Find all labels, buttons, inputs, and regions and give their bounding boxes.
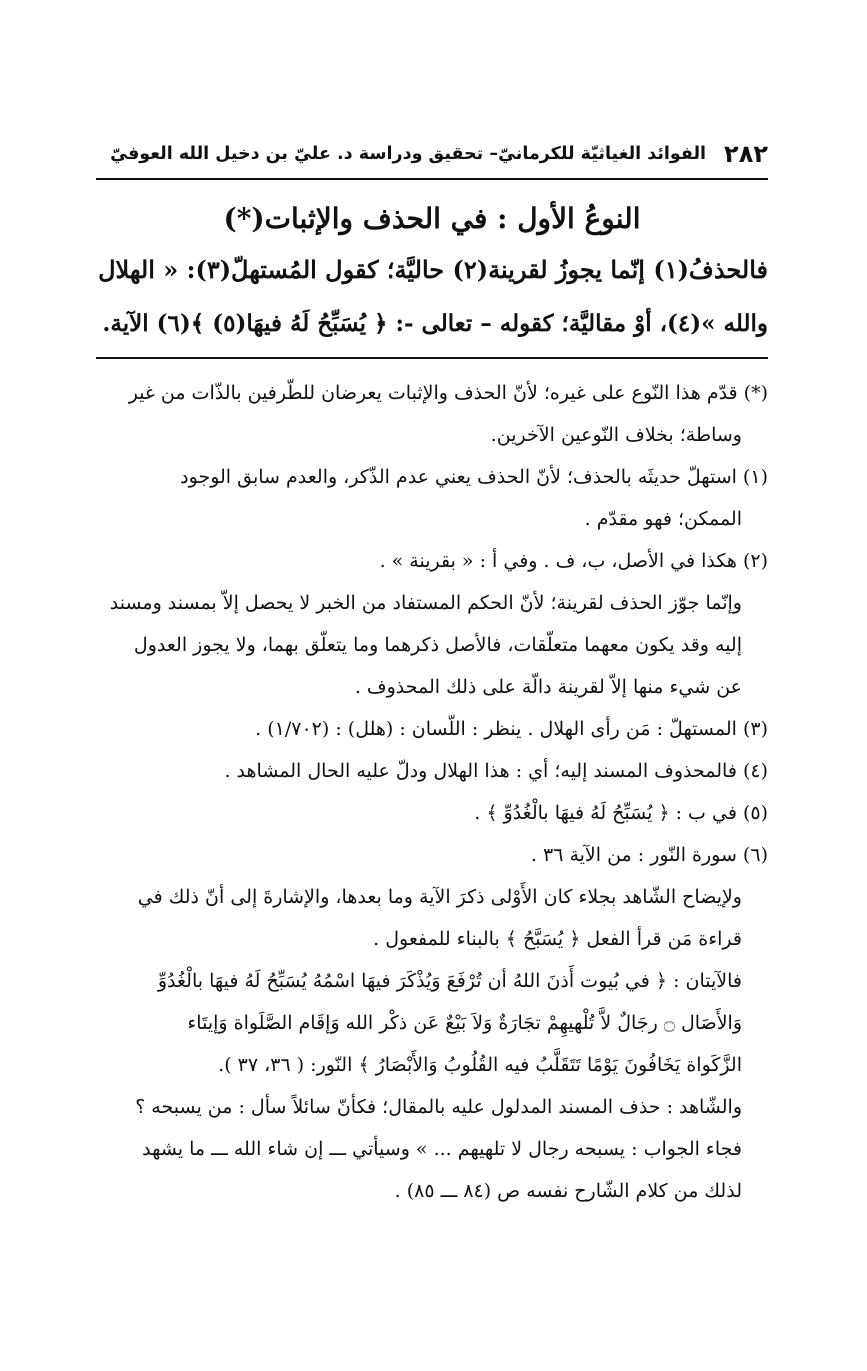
main-text-line: فالحذفُ(١) إنّما يجوزُ لقرينة(٢) حاليَّة؛ كقول المُستهلّ(٣): « الهلال: [98, 255, 768, 284]
header-rule: [96, 178, 768, 180]
footnote-line: إليه وقد يكون معهما متعلّقات، فالأصل ذكرهما وما يتعلّق بهما، ولا يجوز العدول: [133, 634, 742, 656]
footnote-line: (٢) هكذا في الأصل، ب، ف . وفي أ : « بقرينة » .: [379, 550, 768, 572]
footnote-line: ولإيضاح الشّاهد بجلاء كان الأَوْلى ذكرَ الآية وما بعدها، والإشارةَ إلى أنّ ذلك في: [137, 886, 742, 908]
footnote-separator: [96, 357, 768, 359]
footnote-line: فجاء الجواب : يسبحه رجال لا تلهيهم ... » وسيأتي ـــ إن شاء الله ـــ ما يشهد: [142, 1138, 742, 1160]
footnote-line: وَالأَصَال ۝ رجَالٌ لاَّ تُلْهيهِمْ تجَارَةٌ وَلاَ بَيْعٌ عَن ذكْر الله وَإقَام الصَّلَواة وَإيتَاء: [187, 1012, 742, 1034]
footnote-line: الزَّكَواة يَخَافُونَ يَوْمًا تَتَقَلَّبُ فيه القُلُوبُ وَالأَبْصَارُ ﴾ النّور: ( ٣٦، ٣٧ ).: [218, 1054, 742, 1076]
main-text-line: والله »(٤)، أوْ مقاليَّة؛ كقوله – تعالى -: ﴿ يُسَبِّحُ لَهُ فيهَا(٥) ﴾(٦) الآية.: [102, 310, 768, 337]
footnote-line: قراءة مَن قرأ الفعل ﴿ يُسَبَّحُ ﴾ بالبناء للمفعول .: [373, 928, 742, 950]
footnote-line: (٦) سورة النّور : من الآية ٣٦ .: [530, 844, 768, 866]
footnote-line: (٣) المستهلّ : مَن رأى الهلال . ينظر : اللّسان : (هلل) : (١/٧٠٢) .: [255, 718, 768, 740]
footnote-line: (*) قدّم هذا النّوع على غيره؛ لأنّ الحذف والإثبات يعرضان للطّرفين بالذّات من غير: [128, 382, 768, 404]
footnote-line: عن شيء منها إلاّ لقرينة دالّة على ذلك المحذوف .: [354, 676, 742, 698]
section-title: النوعُ الأول : في الحذف والإثبات(*): [223, 202, 641, 235]
footnote-line: (٥) في ب : ﴿ يُسَبِّحُ لَهُ فيهَا بالْغُدُوِّ ﴾ .: [474, 802, 768, 824]
running-title: الفوائد الغياثيّة للكرمانيّ– تحقيق ودراسة د. عليّ بن دخيل الله العوفيّ: [110, 144, 707, 164]
page-number: ٢٨٢: [724, 140, 768, 168]
footnotes: [96, 372, 768, 1212]
running-header: [96, 131, 768, 177]
main-text: [96, 243, 768, 351]
footnote-line: (٤) فالمحذوف المسند إليه؛ أي : هذا الهلال ودلّ عليه الحال المشاهد .: [224, 760, 768, 782]
footnote-line: (١) استهلّ حديثَه بالحذف؛ لأنّ الحذف يعني عدم الذّكر، والعدم سابق الوجود: [180, 466, 768, 488]
footnote-line: وإنّما جوّز الحذف لقرينة؛ لأنّ الحكم المستفاد من الخبر لا يحصل إلاّ بمسند ومسند: [109, 592, 742, 614]
footnote-line: والشّاهد : حذف المسند المدلول عليه بالمقال؛ فكأنّ سائلاً سأل : من يسبحه ؟: [135, 1096, 742, 1118]
footnote-line: لذلك من كلام الشّارح نفسه ص (٨٤ ـــ ٨٥) .: [394, 1180, 742, 1202]
footnote-line: الممكن؛ فهو مقدّم .: [584, 508, 742, 530]
footnote-line: فالآيتان : ﴿ في بُيوت أَذنَ اللهُ أن تُرْفَعَ وَيُذْكَرَ فيهَا اسْمُهُ يُسَبِّحُ لَهُ فيهَا بالْغُدُوِّ: [157, 970, 742, 992]
footnote-line: وساطة؛ بخلاف النّوعين الآخرين.: [490, 424, 742, 446]
